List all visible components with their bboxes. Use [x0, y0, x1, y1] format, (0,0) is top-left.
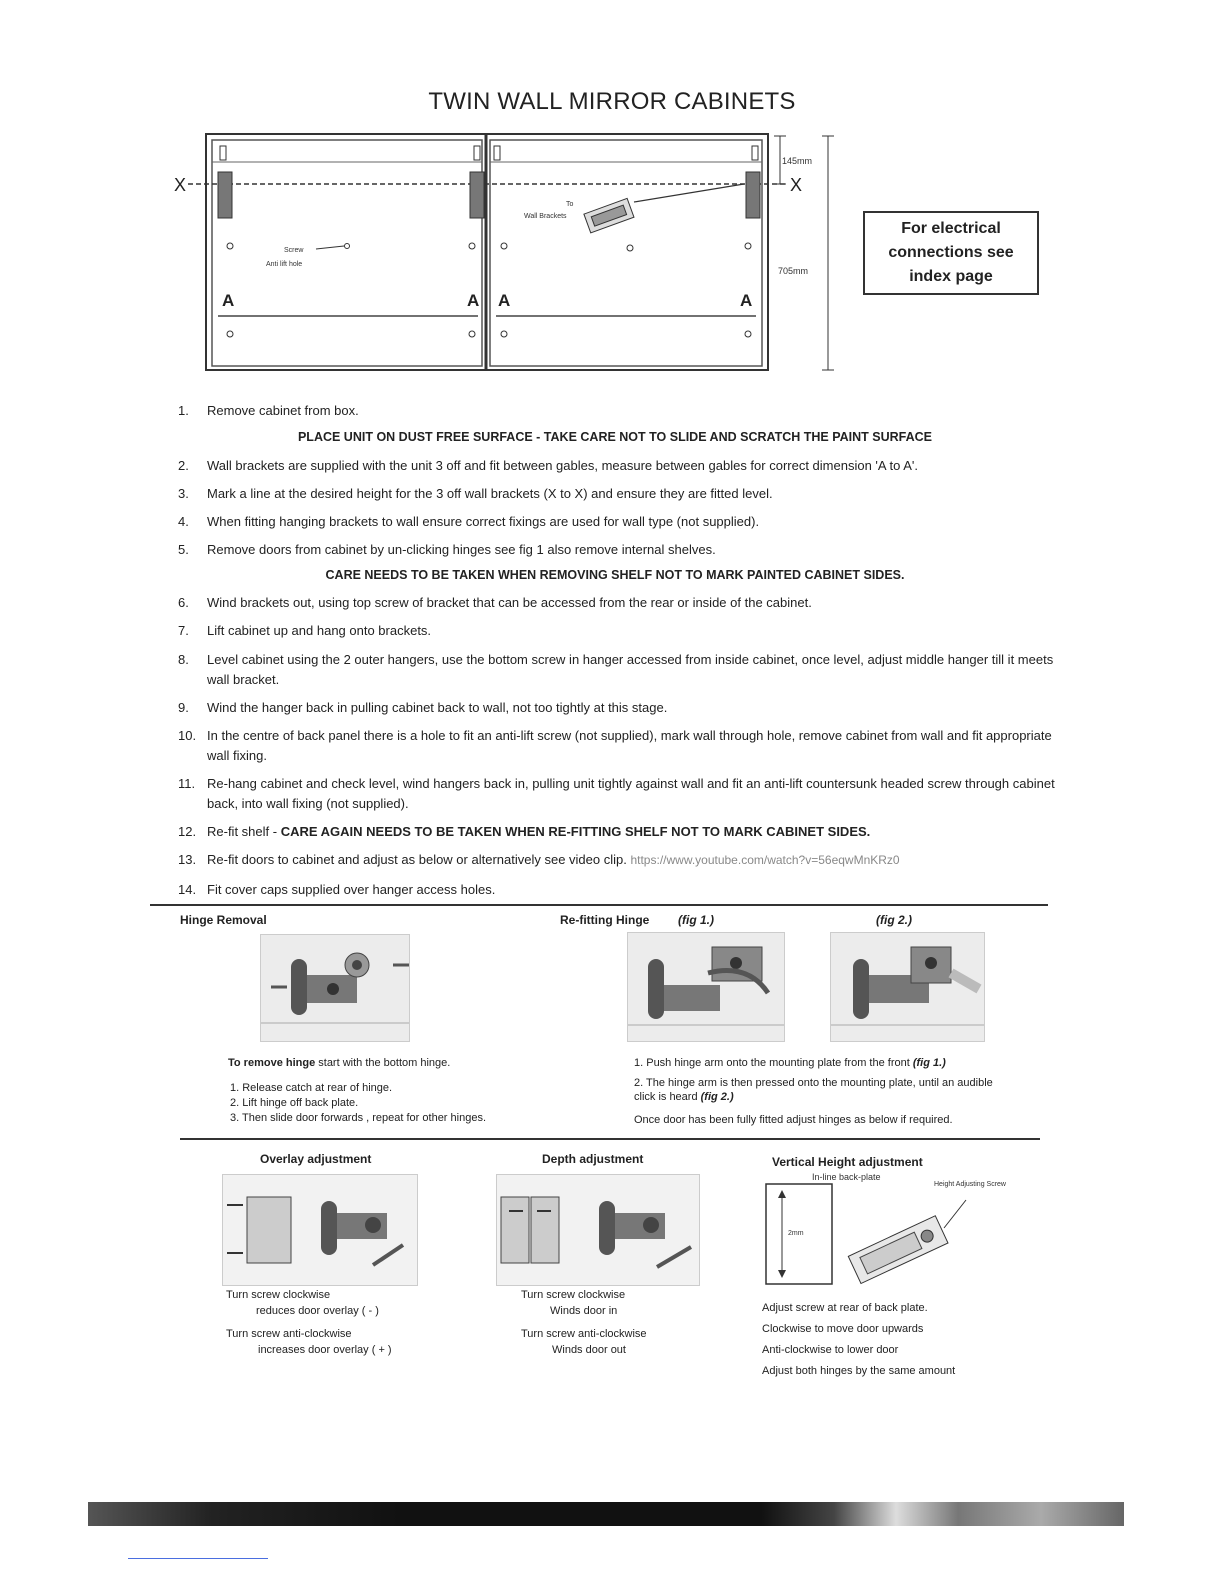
- hinge-removal-step-1: 1. Release catch at rear of hinge.: [230, 1082, 393, 1094]
- footer-link-underline: [128, 1558, 268, 1559]
- electrical-note-text: For electrical connections see index page: [888, 220, 1014, 285]
- hinge-removal-intro: [228, 1056, 558, 1070]
- step-number: 1.: [178, 403, 189, 418]
- step-text: Wind the hanger back in pulling cabinet back to wall, not too tightly at this stage.: [207, 700, 668, 715]
- step-text-bold: CARE AGAIN NEEDS TO BE TAKEN WHEN RE-FITTING SHELF NOT TO MARK CABINET SIDES.: [280, 824, 871, 839]
- vertical-heading: Vertical Height adjustment: [772, 1155, 923, 1169]
- overlay-illustration: [222, 1174, 418, 1286]
- step-text: Lift cabinet up and hang onto brackets.: [207, 623, 432, 638]
- section-divider: [150, 904, 1048, 906]
- fig2-illustration: [830, 932, 985, 1042]
- step-number: 10.: [178, 728, 197, 743]
- a-label-3: A: [498, 291, 511, 310]
- fig1-label: (fig 1.): [678, 913, 714, 927]
- hinge-removal-step-3: 3. Then slide door forwards , repeat for other hinges.: [230, 1112, 486, 1124]
- step-text: Level cabinet using the 2 outer hangers, use the bottom screw in hanger accessed from inside cabinet, once level, adjust middle hanger till it meets wall bracket.: [207, 652, 1054, 687]
- step-number: 8.: [178, 652, 189, 667]
- depth-line-2b: Winds door out: [552, 1344, 626, 1356]
- vertical-line-3: Anti-clockwise to lower door: [762, 1344, 899, 1356]
- step-text: Remove doors from cabinet by un-clicking hinges see fig 1 also remove internal shelves.: [207, 542, 716, 557]
- step-number: 6.: [178, 595, 189, 610]
- vertical-illustration: [760, 1180, 1010, 1288]
- step-text: In the centre of back panel there is a hole to fit an anti-lift screw (not supplied), mark wall through hole, remove cabinet from wall and fit appropriate wall fixing.: [207, 728, 1052, 763]
- x-label-left: X: [174, 175, 187, 195]
- hanger-left: [218, 172, 232, 218]
- step-number: 14.: [178, 882, 197, 897]
- refitting-heading: Re-fitting Hinge: [560, 913, 650, 927]
- hanger-right: [746, 172, 760, 218]
- step-text: Mark a line at the desired height for the 3 off wall brackets (X to X) and ensure they are fitted level.: [207, 486, 773, 501]
- step-number: 13.: [178, 852, 197, 867]
- step-number: 9.: [178, 700, 189, 715]
- step-text: Wind brackets out, using top screw of bracket that can be accessed from the rear or inside of the cabinet.: [207, 595, 812, 610]
- hinge-removal-heading: Hinge Removal: [180, 913, 267, 927]
- left-cabinet-panel: [212, 140, 482, 366]
- step-number: 12.: [178, 824, 197, 839]
- step-number: 7.: [178, 623, 189, 638]
- refitting-step-2-fig: (fig 2.): [700, 1091, 734, 1103]
- electrical-note-box: [863, 211, 1039, 295]
- fig2-label: (fig 2.): [876, 913, 912, 927]
- refitting-step-1: [634, 1056, 1004, 1070]
- warning-dust-free: PLACE UNIT ON DUST FREE SURFACE - TAKE CARE NOT TO SLIDE AND SCRATCH THE PAINT SURFACE: [297, 430, 933, 444]
- hinge-removal-illustration: [260, 934, 410, 1042]
- depth-line-2a: Turn screw anti-clockwise: [521, 1328, 647, 1340]
- depth-heading: Depth adjustment: [542, 1152, 644, 1166]
- hanger-middle: [470, 172, 484, 218]
- overlay-line-1a: Turn screw clockwise: [226, 1289, 331, 1301]
- anti-lift-label: Anti lift hole: [266, 261, 303, 268]
- cabinet-diagram: [168, 128, 848, 376]
- vertical-line-1: Adjust screw at rear of back plate.: [762, 1302, 928, 1314]
- overlay-line-2a: Turn screw anti-clockwise: [226, 1328, 352, 1340]
- fig1-illustration: [627, 932, 785, 1042]
- inline-backplate-label: In-line back-plate: [812, 1172, 881, 1182]
- step-text: Re-fit shelf -: [207, 824, 281, 839]
- step-number: 4.: [178, 514, 189, 529]
- section-divider-2: [180, 1138, 1040, 1140]
- overlay-line-2b: increases door overlay ( + ): [258, 1344, 392, 1356]
- refitting-step-1-fig: (fig 1.): [912, 1057, 946, 1069]
- depth-line-1b: Winds door in: [550, 1305, 618, 1317]
- dim-705-label: 705mm: [778, 266, 809, 276]
- a-label-4: A: [740, 291, 753, 310]
- a-label-2: A: [467, 291, 480, 310]
- overlay-heading: Overlay adjustment: [260, 1152, 372, 1166]
- dim-145-label: 145mm: [782, 156, 813, 166]
- vertical-line-4: Adjust both hinges by the same amount: [762, 1365, 956, 1377]
- step-text: Wall brackets are supplied with the unit 3 off and fit between gables, measure between gables for correct dimension 'A to A'.: [207, 458, 918, 473]
- refitting-step-1-text: 1. Push hinge arm onto the mounting plate from the front: [634, 1057, 910, 1069]
- step-number: 5.: [178, 542, 189, 557]
- step-number: 3.: [178, 486, 189, 501]
- a-label-1: A: [222, 291, 235, 310]
- refitting-step-2-text: 2. The hinge arm is then pressed onto the mounting plate, until an audible click is heard: [634, 1077, 993, 1103]
- screw-label: Screw: [284, 247, 304, 254]
- vertical-dim-label: 2mm: [788, 1230, 804, 1237]
- hinge-removal-step-2: 2. Lift hinge off back plate.: [230, 1097, 359, 1109]
- step-text: Fit cover caps supplied over hanger access holes.: [207, 882, 496, 897]
- step-text: Re-fit doors to cabinet and adjust as below or alternatively see video clip.: [207, 852, 627, 867]
- footer-band: [88, 1502, 1124, 1526]
- step-text: When fitting hanging brackets to wall ensure correct fixings are used for wall type (not supplied).: [207, 514, 760, 529]
- depth-line-1a: Turn screw clockwise: [521, 1289, 626, 1301]
- height-screw-label: Height Adjusting Screw: [934, 1181, 1006, 1188]
- warning-shelf: CARE NEEDS TO BE TAKEN WHEN REMOVING SHELF NOT TO MARK PAINTED CABINET SIDES.: [325, 568, 905, 582]
- hinge-removal-intro-bold: To remove hinge: [228, 1057, 316, 1069]
- step-text: Remove cabinet from box.: [207, 403, 359, 418]
- x-label-right: X: [790, 175, 803, 195]
- wall-bracket-drawing: [584, 198, 634, 233]
- step-number: 11.: [178, 776, 196, 791]
- wall-brackets-label: Wall Brackets: [524, 213, 567, 220]
- vertical-line-2: Clockwise to move door upwards: [762, 1323, 924, 1335]
- video-link[interactable]: https://www.youtube.com/watch?v=56eqwMnKRz0: [630, 853, 900, 867]
- depth-illustration: [496, 1174, 700, 1286]
- page-title: TWIN WALL MIRROR CABINETS: [428, 88, 796, 115]
- refitting-step-2: [634, 1076, 1004, 1104]
- hinge-removal-intro-rest: start with the bottom hinge.: [315, 1057, 451, 1069]
- step-text: Re-hang cabinet and check level, wind hangers back in, pulling unit tightly against wall and fit an anti-lift countersunk headed screw through cabinet back, into wall fixing (not supplied).: [207, 776, 1055, 811]
- to-label: To: [566, 201, 574, 208]
- right-cabinet-panel: [490, 140, 762, 366]
- overlay-line-1b: reduces door overlay ( - ): [256, 1305, 379, 1317]
- step-number: 2.: [178, 458, 189, 473]
- refitting-note: Once door has been fully fitted adjust hinges as below if required.: [634, 1114, 953, 1126]
